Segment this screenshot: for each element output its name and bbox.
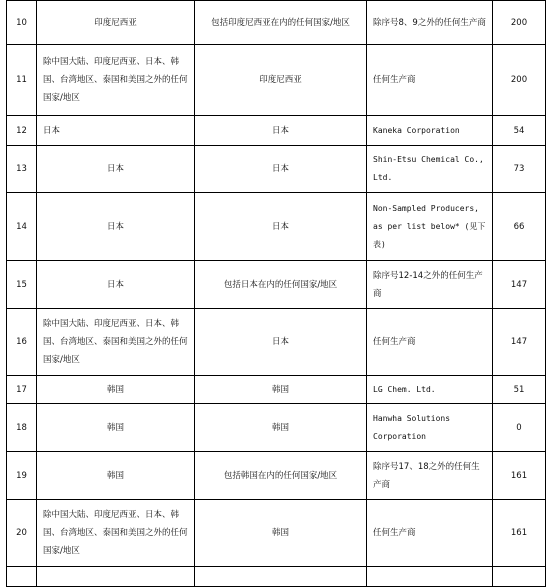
export-country-cell: 印度尼西亚 <box>195 45 367 116</box>
value-cell: 147 <box>493 261 546 309</box>
table-row <box>7 452 546 500</box>
producer-cell: LG Chem. Ltd. <box>367 376 493 404</box>
row-number: 12 <box>7 116 37 146</box>
export-country-cell: 韩国 <box>195 500 367 567</box>
table-row-partial <box>7 567 546 587</box>
producer-cell: 除序号12-14之外的任何生产商 <box>367 261 493 309</box>
export-country-cell: 日本 <box>195 146 367 193</box>
export-country-cell: 包括日本在内的任何国家/地区 <box>195 261 367 309</box>
table-row <box>7 261 546 309</box>
row-number: 13 <box>7 146 37 193</box>
value-cell: 200 <box>493 45 546 116</box>
table-row <box>7 376 546 404</box>
origin-cell: 除中国大陆、印度尼西亚、日本、韩国、台湾地区、泰国和美国之外的任何国家/地区 <box>37 500 195 567</box>
export-country-cell: 韩国 <box>195 376 367 404</box>
producer-cell: 任何生产商 <box>367 500 493 567</box>
empty-cell <box>367 567 493 587</box>
table-row <box>7 116 546 146</box>
producer-cell: Hanwha Solutions Corporation <box>367 404 493 452</box>
origin-cell: 除中国大陆、印度尼西亚、日本、韩国、台湾地区、泰国和美国之外的任何国家/地区 <box>37 45 195 116</box>
origin-cell: 日本 <box>37 116 195 146</box>
table-row <box>7 404 546 452</box>
origin-cell: 日本 <box>37 146 195 193</box>
row-number: 11 <box>7 45 37 116</box>
empty-cell <box>195 567 367 587</box>
value-cell: 161 <box>493 500 546 567</box>
origin-cell: 日本 <box>37 261 195 309</box>
value-cell: 147 <box>493 309 546 376</box>
row-number: 14 <box>7 193 37 261</box>
table-row <box>7 193 546 261</box>
row-number: 10 <box>7 1 37 45</box>
table-row <box>7 309 546 376</box>
producer-cell: Non-Sampled Producers, as per list below* (见下表) <box>367 193 493 261</box>
table-row <box>7 146 546 193</box>
value-cell: 54 <box>493 116 546 146</box>
empty-cell <box>493 567 546 587</box>
export-country-cell: 日本 <box>195 193 367 261</box>
origin-cell: 印度尼西亚 <box>37 1 195 45</box>
export-country-cell: 包括印度尼西亚在内的任何国家/地区 <box>195 1 367 45</box>
value-cell: 161 <box>493 452 546 500</box>
row-number: 19 <box>7 452 37 500</box>
duty-table <box>6 0 546 587</box>
row-number: 20 <box>7 500 37 567</box>
table-row <box>7 1 546 45</box>
table-row <box>7 500 546 567</box>
export-country-cell: 日本 <box>195 309 367 376</box>
row-number: 18 <box>7 404 37 452</box>
value-cell: 73 <box>493 146 546 193</box>
producer-cell: 任何生产商 <box>367 45 493 116</box>
value-cell: 200 <box>493 1 546 45</box>
row-number: 16 <box>7 309 37 376</box>
export-country-cell: 韩国 <box>195 404 367 452</box>
value-cell: 0 <box>493 404 546 452</box>
producer-cell: Kaneka Corporation <box>367 116 493 146</box>
row-number: 17 <box>7 376 37 404</box>
export-country-cell: 日本 <box>195 116 367 146</box>
table-row <box>7 45 546 116</box>
producer-cell: 除序号17、18之外的任何生产商 <box>367 452 493 500</box>
producer-cell: Shin-Etsu Chemical Co., Ltd. <box>367 146 493 193</box>
origin-cell: 韩国 <box>37 404 195 452</box>
origin-cell: 韩国 <box>37 376 195 404</box>
origin-cell: 日本 <box>37 193 195 261</box>
export-country-cell: 包括韩国在内的任何国家/地区 <box>195 452 367 500</box>
empty-cell <box>37 567 195 587</box>
empty-cell <box>7 567 37 587</box>
row-number: 15 <box>7 261 37 309</box>
producer-cell: 除序号8、9之外的任何生产商 <box>367 1 493 45</box>
value-cell: 66 <box>493 193 546 261</box>
origin-cell: 韩国 <box>37 452 195 500</box>
value-cell: 51 <box>493 376 546 404</box>
origin-cell: 除中国大陆、印度尼西亚、日本、韩国、台湾地区、泰国和美国之外的任何国家/地区 <box>37 309 195 376</box>
producer-cell: 任何生产商 <box>367 309 493 376</box>
